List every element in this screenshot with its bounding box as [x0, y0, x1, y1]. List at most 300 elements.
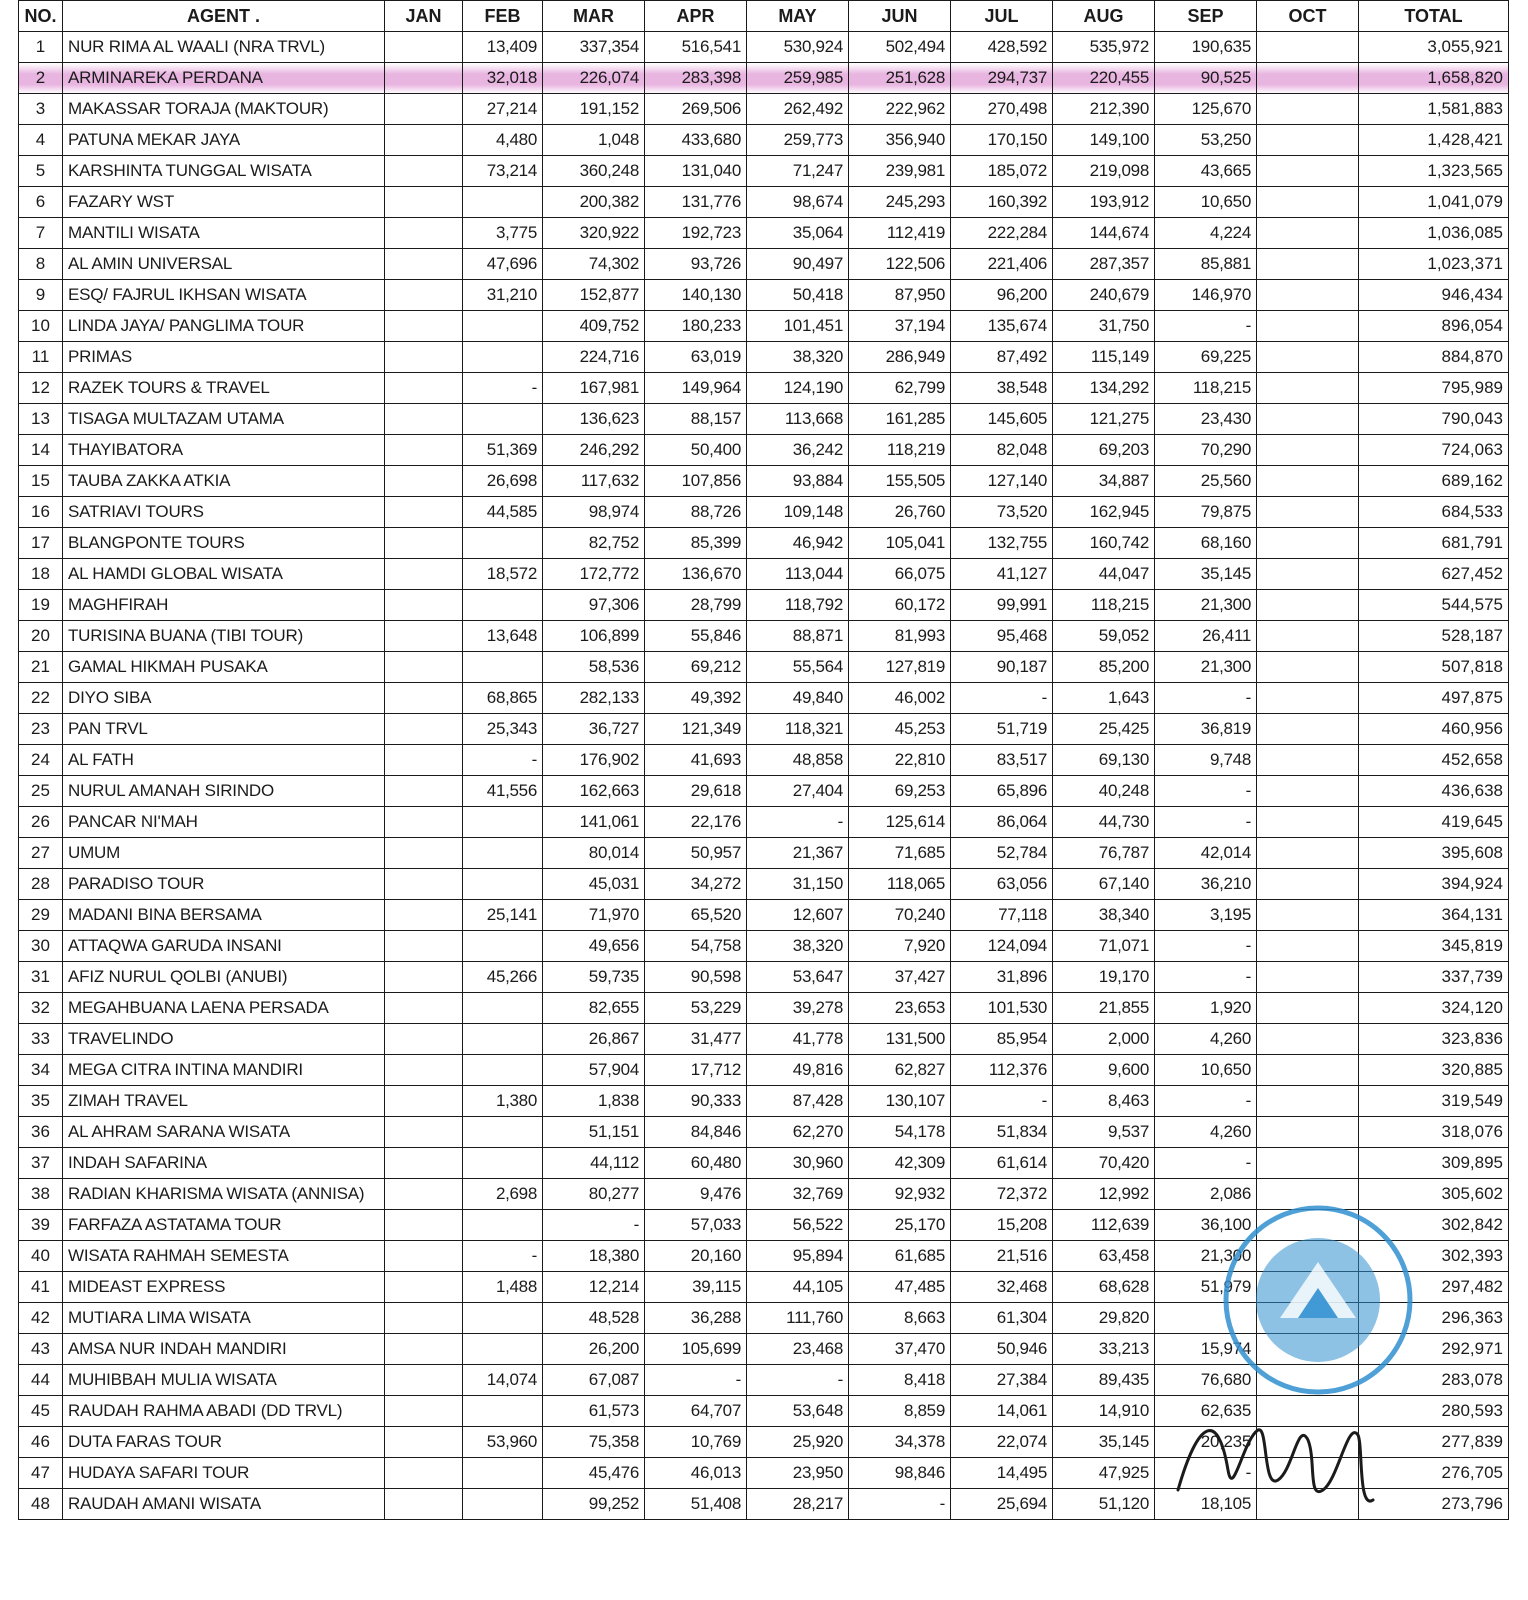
cell-total: 1,036,085: [1359, 218, 1509, 249]
cell-mar: 106,899: [543, 621, 645, 652]
cell-feb: [463, 1117, 543, 1148]
cell-jun: 61,685: [849, 1241, 951, 1272]
cell-apr: 41,693: [645, 745, 747, 776]
cell-no: 10: [19, 311, 63, 342]
cell-total: 681,791: [1359, 528, 1509, 559]
cell-no: 29: [19, 900, 63, 931]
cell-aug: 29,820: [1053, 1303, 1155, 1334]
cell-jun: 62,827: [849, 1055, 951, 1086]
cell-may: 118,792: [747, 590, 849, 621]
cell-total: 280,593: [1359, 1396, 1509, 1427]
cell-apr: 84,846: [645, 1117, 747, 1148]
cell-jan: [385, 280, 463, 311]
cell-jul: 77,118: [951, 900, 1053, 931]
cell-total: 884,870: [1359, 342, 1509, 373]
cell-mar: 176,902: [543, 745, 645, 776]
cell-mar: 82,752: [543, 528, 645, 559]
cell-feb: 27,214: [463, 94, 543, 125]
cell-oct: [1257, 342, 1359, 373]
cell-oct: [1257, 745, 1359, 776]
cell-mar: 320,922: [543, 218, 645, 249]
cell-jan: [385, 63, 463, 94]
cell-jun: 161,285: [849, 404, 951, 435]
cell-no: 37: [19, 1148, 63, 1179]
cell-may: 88,871: [747, 621, 849, 652]
cell-sep: 190,635: [1155, 32, 1257, 63]
cell-aug: 76,787: [1053, 838, 1155, 869]
cell-apr: 55,846: [645, 621, 747, 652]
cell-may: 25,920: [747, 1427, 849, 1458]
cell-may: 98,674: [747, 187, 849, 218]
cell-may: 12,607: [747, 900, 849, 931]
cell-sep: 118,215: [1155, 373, 1257, 404]
cell-agent: DUTA FARAS TOUR: [63, 1427, 385, 1458]
cell-aug: 212,390: [1053, 94, 1155, 125]
cell-jul: 221,406: [951, 249, 1053, 280]
cell-may: 124,190: [747, 373, 849, 404]
cell-no: 47: [19, 1458, 63, 1489]
cell-oct: [1257, 1024, 1359, 1055]
cell-feb: 1,380: [463, 1086, 543, 1117]
cell-mar: 59,735: [543, 962, 645, 993]
cell-jun: 81,993: [849, 621, 951, 652]
cell-jun: 286,949: [849, 342, 951, 373]
header-jul: JUL: [951, 1, 1053, 32]
table-row: [19, 962, 1509, 993]
cell-no: 18: [19, 559, 63, 590]
cell-no: 12: [19, 373, 63, 404]
cell-jan: [385, 838, 463, 869]
cell-oct: [1257, 466, 1359, 497]
cell-jan: [385, 652, 463, 683]
cell-apr: 90,333: [645, 1086, 747, 1117]
cell-jul: 41,127: [951, 559, 1053, 590]
table-row: [19, 528, 1509, 559]
cell-jul: 270,498: [951, 94, 1053, 125]
cell-apr: 90,598: [645, 962, 747, 993]
cell-total: 724,063: [1359, 435, 1509, 466]
cell-jul: 294,737: [951, 63, 1053, 94]
cell-apr: 22,176: [645, 807, 747, 838]
cell-sep: 15,974: [1155, 1334, 1257, 1365]
cell-aug: 14,910: [1053, 1396, 1155, 1427]
cell-mar: 26,200: [543, 1334, 645, 1365]
cell-oct: [1257, 156, 1359, 187]
cell-agent: MANTILI WISATA: [63, 218, 385, 249]
cell-apr: 57,033: [645, 1210, 747, 1241]
cell-feb: [463, 838, 543, 869]
cell-sep: 9,748: [1155, 745, 1257, 776]
cell-sep: 25,560: [1155, 466, 1257, 497]
cell-sep: 21,300: [1155, 652, 1257, 683]
cell-oct: [1257, 838, 1359, 869]
table-row: [19, 187, 1509, 218]
cell-mar: 167,981: [543, 373, 645, 404]
cell-oct: [1257, 869, 1359, 900]
cell-agent: BLANGPONTE TOURS: [63, 528, 385, 559]
cell-jul: 86,064: [951, 807, 1053, 838]
cell-jan: [385, 404, 463, 435]
cell-feb: 4,480: [463, 125, 543, 156]
cell-jun: 118,219: [849, 435, 951, 466]
cell-jan: [385, 249, 463, 280]
cell-may: 41,778: [747, 1024, 849, 1055]
cell-feb: 47,696: [463, 249, 543, 280]
cell-may: 23,950: [747, 1458, 849, 1489]
cell-feb: [463, 1148, 543, 1179]
cell-mar: 98,974: [543, 497, 645, 528]
cell-agent: ATTAQWA GARUDA INSANI: [63, 931, 385, 962]
cell-jan: [385, 373, 463, 404]
cell-jul: 14,495: [951, 1458, 1053, 1489]
cell-apr: 9,476: [645, 1179, 747, 1210]
cell-no: 8: [19, 249, 63, 280]
cell-feb: -: [463, 745, 543, 776]
agent-sales-sheet: [18, 0, 1508, 1520]
cell-sep: 53,250: [1155, 125, 1257, 156]
cell-jun: 45,253: [849, 714, 951, 745]
cell-sep: 125,670: [1155, 94, 1257, 125]
cell-feb: 45,266: [463, 962, 543, 993]
cell-sep: 90,525: [1155, 63, 1257, 94]
cell-aug: 40,248: [1053, 776, 1155, 807]
cell-mar: 162,663: [543, 776, 645, 807]
cell-feb: [463, 311, 543, 342]
cell-total: 292,971: [1359, 1334, 1509, 1365]
table-row: [19, 807, 1509, 838]
header-apr: APR: [645, 1, 747, 32]
cell-sep: 2,086: [1155, 1179, 1257, 1210]
cell-jan: [385, 125, 463, 156]
table-row: [19, 869, 1509, 900]
cell-jan: [385, 342, 463, 373]
cell-total: 277,839: [1359, 1427, 1509, 1458]
cell-apr: 50,957: [645, 838, 747, 869]
cell-agent: TISAGA MULTAZAM UTAMA: [63, 404, 385, 435]
cell-no: 30: [19, 931, 63, 962]
table-row: [19, 652, 1509, 683]
header-jun: JUN: [849, 1, 951, 32]
cell-oct: [1257, 1086, 1359, 1117]
cell-apr: 63,019: [645, 342, 747, 373]
cell-no: 23: [19, 714, 63, 745]
cell-sep: 10,650: [1155, 187, 1257, 218]
cell-oct: [1257, 683, 1359, 714]
cell-apr: 46,013: [645, 1458, 747, 1489]
cell-mar: 80,014: [543, 838, 645, 869]
header-row: [19, 1, 1509, 32]
cell-jan: [385, 1365, 463, 1396]
cell-sep: 10,650: [1155, 1055, 1257, 1086]
cell-total: 394,924: [1359, 869, 1509, 900]
cell-total: 507,818: [1359, 652, 1509, 683]
cell-jun: 125,614: [849, 807, 951, 838]
cell-mar: 48,528: [543, 1303, 645, 1334]
cell-may: 109,148: [747, 497, 849, 528]
cell-jan: [385, 1489, 463, 1520]
cell-jul: 51,719: [951, 714, 1053, 745]
cell-oct: [1257, 497, 1359, 528]
cell-agent: PARADISO TOUR: [63, 869, 385, 900]
cell-jul: 25,694: [951, 1489, 1053, 1520]
cell-total: 276,705: [1359, 1458, 1509, 1489]
cell-jul: -: [951, 1086, 1053, 1117]
cell-agent: AL HAMDI GLOBAL WISATA: [63, 559, 385, 590]
cell-apr: 34,272: [645, 869, 747, 900]
cell-may: 30,960: [747, 1148, 849, 1179]
cell-feb: [463, 528, 543, 559]
cell-agent: FAZARY WST: [63, 187, 385, 218]
table-row: [19, 1086, 1509, 1117]
table-row: [19, 125, 1509, 156]
cell-no: 43: [19, 1334, 63, 1365]
cell-apr: 39,115: [645, 1272, 747, 1303]
cell-aug: 69,203: [1053, 435, 1155, 466]
cell-jan: [385, 1334, 463, 1365]
cell-jul: 82,048: [951, 435, 1053, 466]
cell-total: 528,187: [1359, 621, 1509, 652]
cell-agent: HUDAYA SAFARI TOUR: [63, 1458, 385, 1489]
cell-feb: [463, 404, 543, 435]
cell-may: 93,884: [747, 466, 849, 497]
cell-no: 38: [19, 1179, 63, 1210]
cell-no: 36: [19, 1117, 63, 1148]
cell-oct: [1257, 404, 1359, 435]
cell-no: 27: [19, 838, 63, 869]
cell-jan: [385, 807, 463, 838]
cell-apr: 17,712: [645, 1055, 747, 1086]
cell-jun: 37,470: [849, 1334, 951, 1365]
cell-jun: 25,170: [849, 1210, 951, 1241]
cell-jun: 118,065: [849, 869, 951, 900]
cell-jan: [385, 1179, 463, 1210]
cell-feb: [463, 1024, 543, 1055]
header-may: MAY: [747, 1, 849, 32]
cell-may: 31,150: [747, 869, 849, 900]
cell-jan: [385, 1427, 463, 1458]
cell-may: 39,278: [747, 993, 849, 1024]
cell-jul: 112,376: [951, 1055, 1053, 1086]
cell-jun: 8,859: [849, 1396, 951, 1427]
cell-may: -: [747, 1365, 849, 1396]
cell-no: 3: [19, 94, 63, 125]
cell-jul: 127,140: [951, 466, 1053, 497]
cell-jan: [385, 745, 463, 776]
table-row: [19, 776, 1509, 807]
table-row: [19, 993, 1509, 1024]
cell-apr: 136,670: [645, 559, 747, 590]
cell-jun: 131,500: [849, 1024, 951, 1055]
cell-aug: 287,357: [1053, 249, 1155, 280]
cell-sep: 76,680: [1155, 1365, 1257, 1396]
cell-jul: 21,516: [951, 1241, 1053, 1272]
cell-jun: 8,663: [849, 1303, 951, 1334]
table-row: [19, 218, 1509, 249]
cell-agent: MIDEAST EXPRESS: [63, 1272, 385, 1303]
cell-mar: 99,252: [543, 1489, 645, 1520]
cell-oct: [1257, 125, 1359, 156]
cell-apr: 131,776: [645, 187, 747, 218]
cell-aug: 144,674: [1053, 218, 1155, 249]
cell-agent: LINDA JAYA/ PANGLIMA TOUR: [63, 311, 385, 342]
cell-may: 87,428: [747, 1086, 849, 1117]
cell-sep: 21,300: [1155, 590, 1257, 621]
cell-no: 16: [19, 497, 63, 528]
cell-aug: 33,213: [1053, 1334, 1155, 1365]
cell-sep: -: [1155, 931, 1257, 962]
cell-jan: [385, 1148, 463, 1179]
cell-may: 111,760: [747, 1303, 849, 1334]
cell-agent: MEGA CITRA INTINA MANDIRI: [63, 1055, 385, 1086]
cell-jan: [385, 218, 463, 249]
cell-jun: 251,628: [849, 63, 951, 94]
cell-apr: 105,699: [645, 1334, 747, 1365]
cell-jan: [385, 1458, 463, 1489]
cell-agent: TAUBA ZAKKA ATKIA: [63, 466, 385, 497]
cell-jul: 132,755: [951, 528, 1053, 559]
cell-jun: 502,494: [849, 32, 951, 63]
cell-oct: [1257, 621, 1359, 652]
cell-oct: [1257, 559, 1359, 590]
cell-jan: [385, 1396, 463, 1427]
cell-feb: [463, 1055, 543, 1086]
cell-total: 319,549: [1359, 1086, 1509, 1117]
cell-jul: 145,605: [951, 404, 1053, 435]
cell-apr: 516,541: [645, 32, 747, 63]
cell-total: 1,581,883: [1359, 94, 1509, 125]
cell-agent: MADANI BINA BERSAMA: [63, 900, 385, 931]
cell-sep: 36,210: [1155, 869, 1257, 900]
header-feb: FEB: [463, 1, 543, 32]
cell-agent: MAKASSAR TORAJA (MAKTOUR): [63, 94, 385, 125]
handwritten-signature: [1158, 1380, 1398, 1530]
cell-jun: 42,309: [849, 1148, 951, 1179]
cell-sep: 70,290: [1155, 435, 1257, 466]
cell-apr: 180,233: [645, 311, 747, 342]
cell-mar: 224,716: [543, 342, 645, 373]
cell-jan: [385, 962, 463, 993]
table-row: [19, 32, 1509, 63]
cell-no: 40: [19, 1241, 63, 1272]
cell-jul: 95,468: [951, 621, 1053, 652]
cell-apr: 149,964: [645, 373, 747, 404]
cell-jun: 112,419: [849, 218, 951, 249]
cell-feb: 26,698: [463, 466, 543, 497]
cell-oct: [1257, 931, 1359, 962]
cell-feb: 32,018: [463, 63, 543, 94]
cell-oct: [1257, 714, 1359, 745]
cell-sep: -: [1155, 1458, 1257, 1489]
table-row: [19, 466, 1509, 497]
cell-total: 946,434: [1359, 280, 1509, 311]
header-no: NO.: [19, 1, 63, 32]
cell-agent: MEGAHBUANA LAENA PERSADA: [63, 993, 385, 1024]
cell-aug: 1,643: [1053, 683, 1155, 714]
cell-jul: 50,946: [951, 1334, 1053, 1365]
cell-jun: 356,940: [849, 125, 951, 156]
cell-mar: 141,061: [543, 807, 645, 838]
cell-jul: 170,150: [951, 125, 1053, 156]
cell-apr: 28,799: [645, 590, 747, 621]
cell-may: 262,492: [747, 94, 849, 125]
cell-total: 460,956: [1359, 714, 1509, 745]
cell-total: 497,875: [1359, 683, 1509, 714]
cell-no: 35: [19, 1086, 63, 1117]
cell-may: 28,217: [747, 1489, 849, 1520]
cell-apr: 93,726: [645, 249, 747, 280]
cell-sep: 23,430: [1155, 404, 1257, 435]
cell-may: 101,451: [747, 311, 849, 342]
cell-agent: MAGHFIRAH: [63, 590, 385, 621]
cell-mar: 337,354: [543, 32, 645, 63]
cell-may: 32,769: [747, 1179, 849, 1210]
cell-jul: 51,834: [951, 1117, 1053, 1148]
cell-jan: [385, 1055, 463, 1086]
cell-may: 259,985: [747, 63, 849, 94]
cell-sep: 146,970: [1155, 280, 1257, 311]
cell-total: 337,739: [1359, 962, 1509, 993]
cell-total: 896,054: [1359, 311, 1509, 342]
cell-jan: [385, 1303, 463, 1334]
cell-feb: 73,214: [463, 156, 543, 187]
cell-jul: 135,674: [951, 311, 1053, 342]
cell-aug: 67,140: [1053, 869, 1155, 900]
cell-aug: 31,750: [1053, 311, 1155, 342]
cell-jun: 122,506: [849, 249, 951, 280]
cell-aug: 85,200: [1053, 652, 1155, 683]
cell-aug: 12,992: [1053, 1179, 1155, 1210]
cell-jun: 46,002: [849, 683, 951, 714]
cell-total: 436,638: [1359, 776, 1509, 807]
cell-jan: [385, 869, 463, 900]
cell-jul: 99,991: [951, 590, 1053, 621]
cell-apr: 269,506: [645, 94, 747, 125]
cell-no: 46: [19, 1427, 63, 1458]
cell-mar: 152,877: [543, 280, 645, 311]
cell-no: 22: [19, 683, 63, 714]
cell-no: 25: [19, 776, 63, 807]
cell-jan: [385, 32, 463, 63]
cell-jul: 222,284: [951, 218, 1053, 249]
cell-mar: 51,151: [543, 1117, 645, 1148]
cell-jul: 90,187: [951, 652, 1053, 683]
cell-total: 296,363: [1359, 1303, 1509, 1334]
cell-jun: 92,932: [849, 1179, 951, 1210]
cell-sep: 1,920: [1155, 993, 1257, 1024]
cell-may: 113,668: [747, 404, 849, 435]
cell-agent: WISATA RAHMAH SEMESTA: [63, 1241, 385, 1272]
cell-agent: RAZEK TOURS & TRAVEL: [63, 373, 385, 404]
cell-oct: [1257, 528, 1359, 559]
cell-may: 48,858: [747, 745, 849, 776]
table-row: [19, 311, 1509, 342]
cell-agent: MUTIARA LIMA WISATA: [63, 1303, 385, 1334]
cell-may: 38,320: [747, 342, 849, 373]
header-agent: AGENT .: [63, 1, 385, 32]
cell-sep: -: [1155, 683, 1257, 714]
cell-jan: [385, 1210, 463, 1241]
cell-feb: 13,648: [463, 621, 543, 652]
cell-no: 42: [19, 1303, 63, 1334]
table-row: [19, 404, 1509, 435]
cell-jan: [385, 590, 463, 621]
cell-agent: AFIZ NURUL QOLBI (ANUBI): [63, 962, 385, 993]
cell-agent: GAMAL HIKMAH PUSAKA: [63, 652, 385, 683]
cell-oct: [1257, 652, 1359, 683]
cell-no: 21: [19, 652, 63, 683]
cell-total: 684,533: [1359, 497, 1509, 528]
cell-apr: 88,157: [645, 404, 747, 435]
